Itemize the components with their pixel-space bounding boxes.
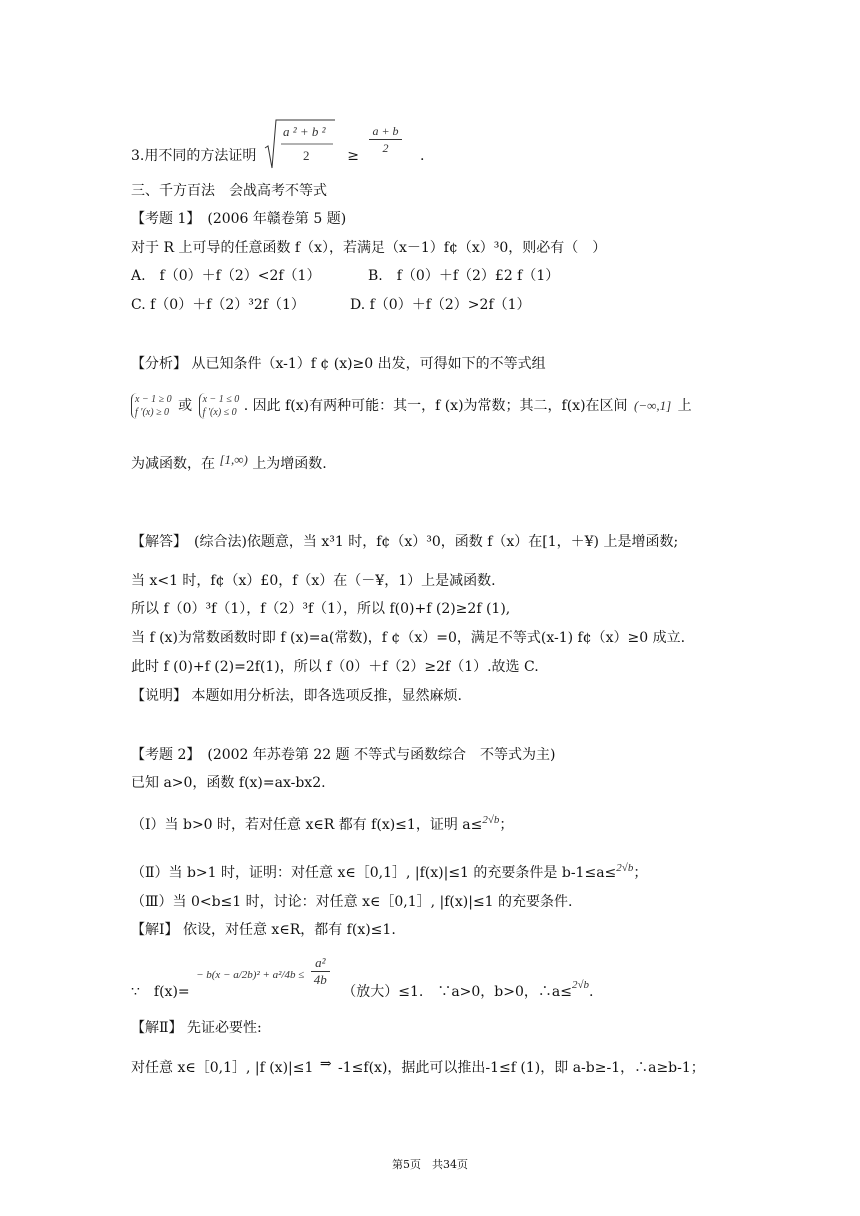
solution-line-3: 所以 f（0）³f（1），f（2）³f（1），所以 f(0)+f (2)≥2f (1), bbox=[131, 601, 511, 617]
bound-fraction bbox=[311, 955, 330, 988]
amplify-text: （放大）≤1. ∵a>0，b>0，∴a≤ bbox=[342, 984, 572, 1000]
bound-numerator: a² bbox=[311, 955, 330, 972]
completed-square-expression: − b(x − a/2b)² + a²/4b ≤ bbox=[196, 969, 305, 981]
inequality-system-1 bbox=[131, 393, 172, 419]
solution-2-line-1 bbox=[131, 1054, 705, 1078]
question-2-part-2 bbox=[131, 858, 647, 883]
system-1-row-2: f ′(x) ≥ 0 bbox=[135, 407, 170, 418]
ge-symbol: ≥ bbox=[347, 148, 359, 164]
solution-2-text-a: 对任意 x∈［0,1］, |f (x)|≤1 bbox=[131, 1060, 314, 1076]
solution-line-5: 此时 f (0)+f (2)=2f(1)，所以 f（0）＋f（2）≥2f（1）.故选 C. bbox=[131, 659, 539, 675]
solution-1-derivation bbox=[131, 950, 593, 1000]
implies-arrow-icon: ⇒ bbox=[319, 1056, 332, 1072]
bound-denominator: 4b bbox=[313, 972, 327, 987]
interval-1-inf: [1,∞) bbox=[219, 452, 248, 467]
sqrt-numerator: a ² + b ² bbox=[282, 124, 326, 139]
part-1-text: （Ⅰ）当 b>0 时，若对任意 x∈R 都有 f(x)≤1，证明 a≤ bbox=[131, 817, 483, 833]
decreasing-text: 为减函数，在 bbox=[131, 456, 215, 472]
solution-line-4: 当 f (x)为常数函数时即 f (x)=a(常数)，f ¢（x）=0，满足不等式(x-1) f¢（x）≥0 成立. bbox=[131, 630, 686, 646]
problem-3-line bbox=[131, 118, 424, 162]
part-2-sqrt: 2√b bbox=[616, 862, 634, 874]
radical-sign-icon bbox=[263, 118, 337, 170]
question-1-stem: 对于 R 上可导的任意函数 f（x），若满足（x－1）f¢（x）³0，则必有（ ） bbox=[131, 240, 607, 256]
solution-1-sqrt: 2√b bbox=[571, 979, 590, 991]
analysis-cont bbox=[131, 450, 327, 474]
section-title: 三、千方百法 会战高考不等式 bbox=[131, 183, 327, 199]
page-footer: 第5页 共34页 bbox=[392, 1158, 468, 1171]
system-2-row-2: f ′(x) ≤ 0 bbox=[202, 407, 237, 418]
question-2-part-1 bbox=[131, 810, 513, 835]
problem-3-text: 3.用不同的方法证明 bbox=[131, 148, 257, 164]
options-cd bbox=[131, 295, 531, 315]
solution-1-end: . bbox=[589, 984, 594, 1000]
exam-question-1-heading: 【考题 1】 (2006 年赣卷第 5 题) bbox=[131, 211, 347, 227]
solution-2-text-b: -1≤f(x)，据此可以推出-1≤f (1)，即 a-b≥-1，∴a≥b-1； bbox=[338, 1060, 705, 1076]
rhs-numerator: a + b bbox=[369, 123, 401, 140]
system-1-row-1: x − 1 ≥ 0 bbox=[135, 394, 172, 405]
increasing-text: 上为增函数. bbox=[252, 456, 327, 472]
analysis-systems-line bbox=[131, 386, 692, 426]
or-word: 或 bbox=[178, 398, 193, 414]
interval-neg-inf-1: (−∞,1] bbox=[634, 398, 672, 413]
period: . bbox=[420, 148, 425, 164]
question-2-given: 已知 a>0，函数 f(x)=ax-bx2. bbox=[131, 775, 326, 791]
analysis-text: . 因此 f(x)有两种可能：其一，f (x)为常数；其二，f(x)在区间 bbox=[243, 398, 628, 414]
note-line: 【说明】 本题如用分析法，即各选项反推，显然麻烦. bbox=[131, 688, 462, 704]
solution-line-2: 当 x<1 时，f¢（x）£0，f（x）在（－¥，1）上是减函数. bbox=[131, 573, 496, 589]
rhs-denominator: 2 bbox=[382, 140, 389, 155]
inequality-system-2 bbox=[199, 393, 240, 419]
exam-question-2-heading: 【考题 2】 (2002 年苏卷第 22 题 不等式与函数综合 不等式为主) bbox=[131, 747, 556, 763]
system-2-row-1: x − 1 ≤ 0 bbox=[202, 394, 240, 405]
part-2-text: （Ⅱ）当 b>1 时，证明：对任意 x∈［0,1］, |f(x)|≤1 的充要条件是 b-1≤a≤ bbox=[131, 865, 617, 881]
option-a: A. f（0）＋f（2）<2f（1） bbox=[131, 268, 321, 284]
analysis-heading: 【分析】 从已知条件（x-1）f ¢ (x)≥0 出发，可得如下的不等式组 bbox=[131, 356, 546, 372]
option-b: B. f（0）＋f（2）£2 f（1） bbox=[368, 268, 560, 284]
because-fx: ∵ f(x)= bbox=[131, 984, 190, 1000]
rhs-fraction bbox=[369, 123, 401, 156]
options-ab bbox=[131, 266, 560, 286]
option-c: C. f（0）＋f（2）³2f（1） bbox=[131, 297, 305, 313]
part-1-end: ； bbox=[499, 817, 514, 833]
part-2-end: ； bbox=[633, 865, 648, 881]
solution-2-heading: 【解Ⅱ】 先证必要性: bbox=[131, 1020, 262, 1036]
option-d: D. f（0）＋f（2）>2f（1） bbox=[350, 297, 531, 313]
question-2-part-3: （Ⅲ）当 0<b≤1 时，讨论：对任意 x∈［0,1］, |f(x)|≤1 的充要条件. bbox=[131, 894, 573, 910]
sqrt-denominator: 2 bbox=[302, 148, 310, 163]
solution-heading: 【解答】 (综合法)依题意，当 x³1 时，f¢（x）³0，函数 f（x）在[1，＋¥) 上是增函数; bbox=[131, 534, 679, 550]
solution-1-heading: 【解Ⅰ】 依设，对任意 x∈R，都有 f(x)≤1. bbox=[131, 922, 396, 938]
sqrt-expression bbox=[263, 118, 337, 170]
part-1-sqrt: 2√b bbox=[482, 814, 500, 826]
analysis-on: 上 bbox=[677, 398, 692, 414]
